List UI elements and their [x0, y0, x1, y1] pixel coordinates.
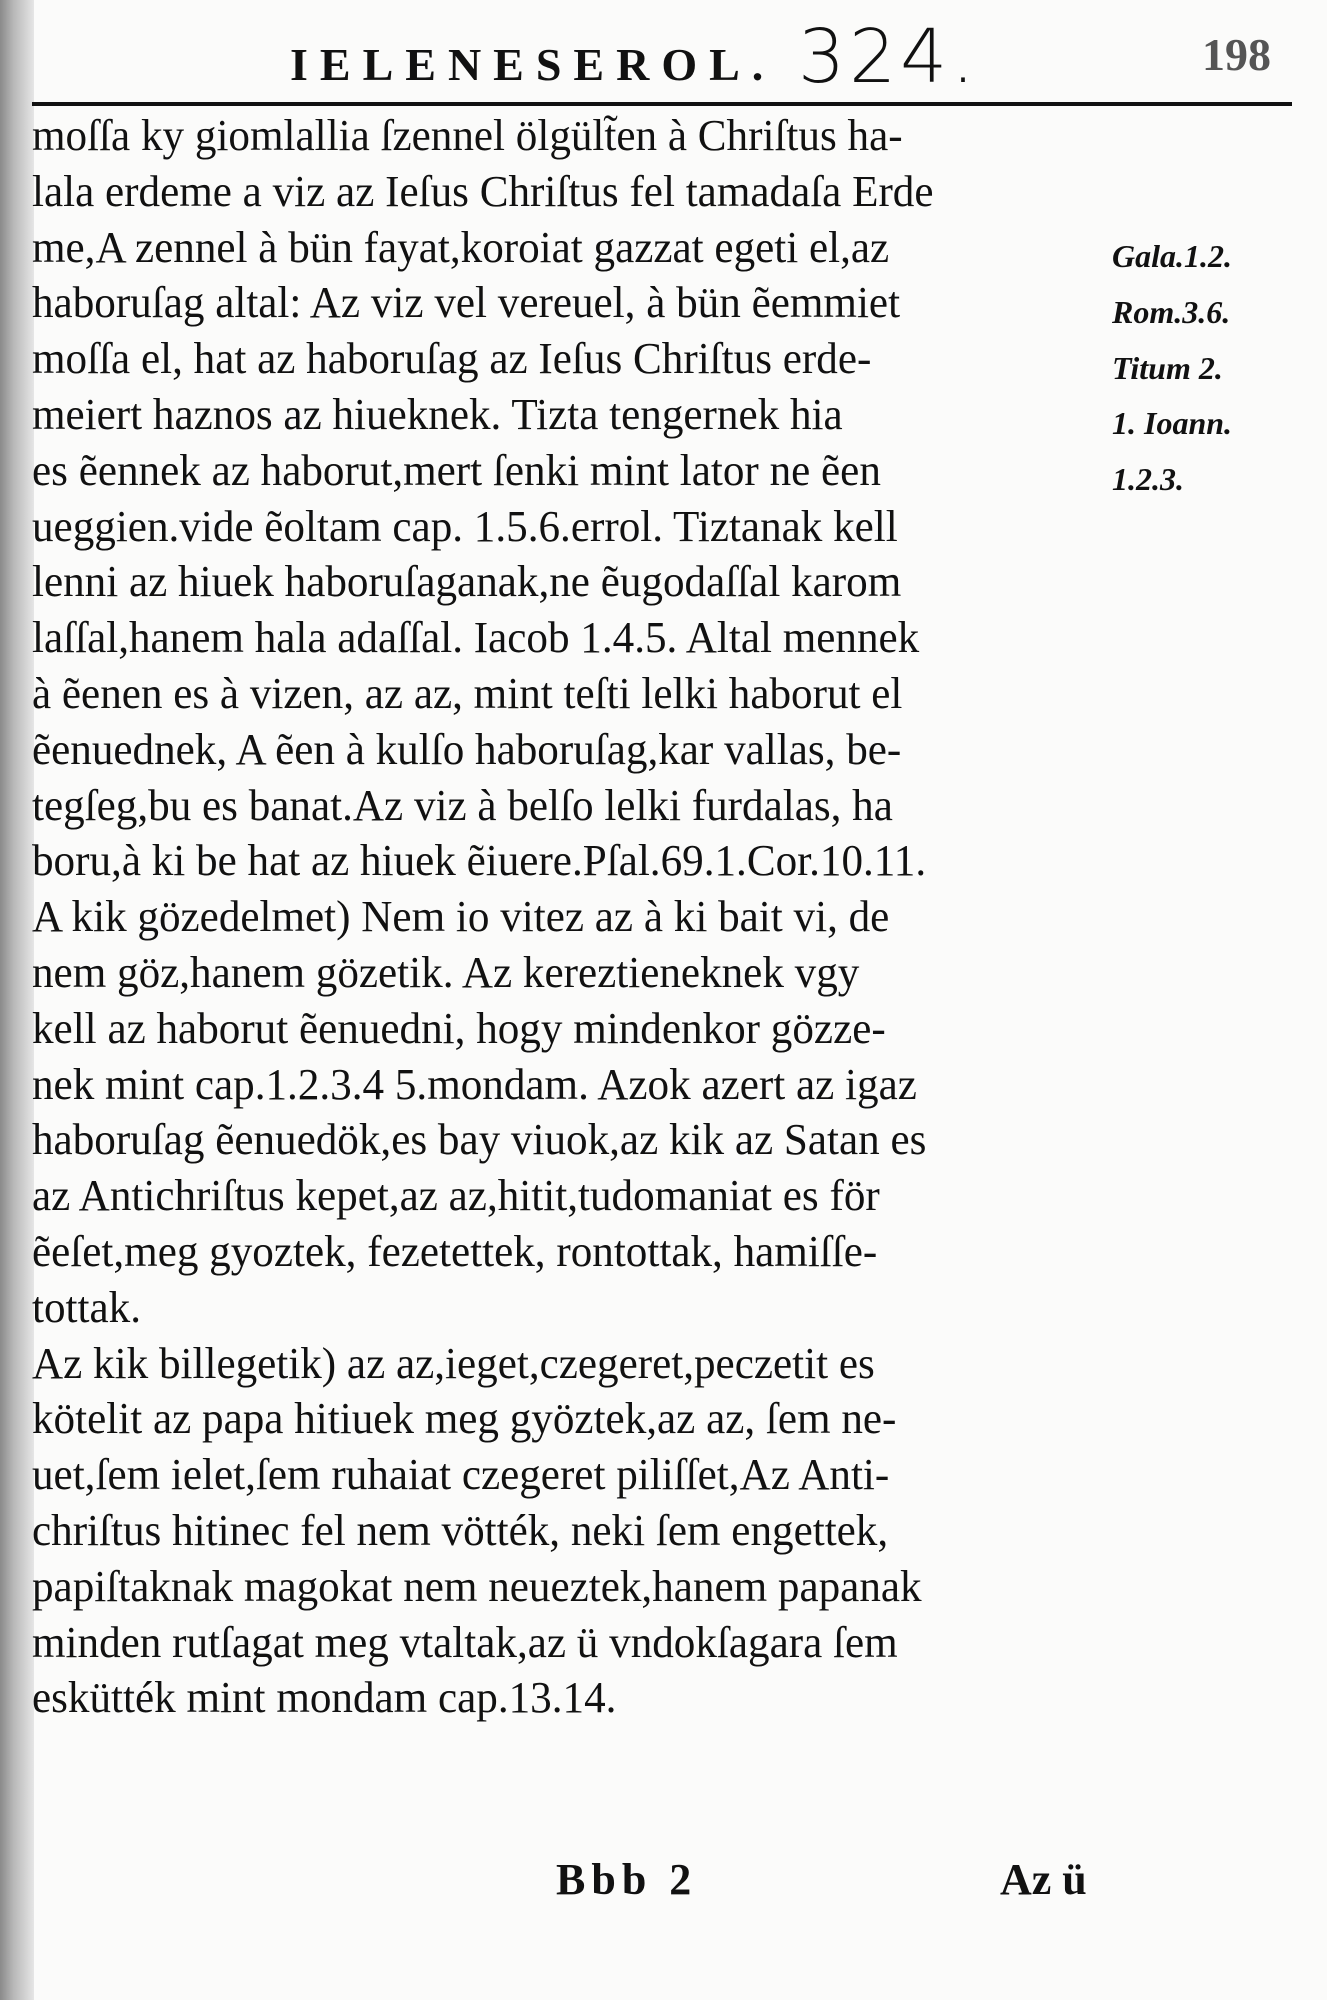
- margin-note: Rom.3.6.: [1112, 293, 1231, 330]
- handwritten-page-number: 324.: [798, 14, 979, 100]
- page-gutter-shadow: [0, 0, 34, 2000]
- text-line: boru,à ki be hat az hiuek ẽiuere.Pſal.69.1.Cor.10.11.: [32, 836, 927, 886]
- text-line: tottak.: [32, 1282, 141, 1332]
- text-line: laſſal,hanem hala adaſſal. Iacob 1.4.5. Altal mennek: [32, 613, 920, 663]
- text-line: tegſeg,bu es banat.Az viz à belſo lelki furdalas, ha: [32, 780, 893, 830]
- text-line: moſſa ky giomlallia ſzennel ölgült̃en à Chriſtus ha-: [32, 111, 903, 160]
- text-line: lala erdeme a viz az Ieſus Chriſtus fel tamadaſa Erde: [32, 166, 934, 216]
- text-line: az Antichriſtus kepet,az az,hitit,tudomaniat es för: [32, 1171, 880, 1221]
- text-line: à ẽenen es à vizen, az az, mint teſti lelki haborut el: [32, 668, 903, 718]
- text-line: nek mint cap.1.2.3.4 5.mondam. Azok azert az igaz: [32, 1059, 917, 1109]
- margin-notes: [1112, 229, 1317, 508]
- text-line: A kik gözedelmet) Nem io vitez az à ki bait vi, de: [32, 892, 890, 942]
- text-line: kötelit az papa hitiuek meg gyöztek,az az, ſem ne-: [32, 1394, 897, 1444]
- text-line: haboruſag ẽenuedök,es bay viuok,az kik az Satan es: [32, 1115, 927, 1165]
- text-line: lenni az hiuek haboruſaganak,ne ẽugodaſſal karom: [32, 557, 902, 607]
- text-line: kell az haborut ẽenuedni, hogy mindenkor gözze-: [32, 1003, 886, 1053]
- text-line: ẽeſet,meg gyoztek, fezetettek, rontottak, hamiſſe-: [32, 1226, 878, 1276]
- text-line: chriſtus hitinec fel nem vötték, neki ſem engettek,: [32, 1505, 889, 1555]
- margin-note: 1. Ioann.: [1112, 405, 1233, 442]
- signature-mark: Bbb 2: [556, 1855, 698, 1904]
- body-text: [32, 108, 1122, 1726]
- margin-note: Gala.1.2.: [1112, 238, 1232, 274]
- text-line: minden rutſagat meg vtaltak,az ü vndokſagara ſem: [32, 1617, 898, 1667]
- margin-note: 1.2.3.: [1112, 461, 1184, 498]
- text-line: papiſtaknak magokat nem neueztek,hanem papanak: [32, 1561, 922, 1611]
- text-line: me,A zennel à bün fayat,koroiat gazzat egeti el,az: [32, 222, 890, 272]
- text-line: Az kik billegetik) az az,ieget,czegeret,peczetit es: [32, 1338, 875, 1388]
- text-line: haboruſag altal: Az viz vel vereuel, à bün ẽemmiet: [32, 278, 901, 328]
- text-line: es ẽennek az haborut,mert ſenki mint lator ne ẽen: [32, 445, 881, 495]
- text-line: ẽenuednek, A ẽen à kulſo haboruſag,kar vallas, be-: [32, 724, 902, 774]
- text-line: nem göz,hanem gözetik. Az kereztieneknek vgy: [32, 947, 860, 997]
- margin-note: Titum 2.: [1112, 349, 1223, 386]
- running-head: IELENESEROL.: [290, 39, 776, 90]
- header-rule: [32, 102, 1292, 106]
- sheet-number: 198: [1202, 29, 1271, 80]
- text-line: uet,ſem ielet,ſem ruhaiat czegeret piliſſet,Az Anti-: [32, 1450, 890, 1500]
- text-line: moſſa el, hat az haboruſag az Ieſus Chriſtus erde-: [32, 334, 872, 384]
- text-line: ueggien.vide ẽoltam cap. 1.5.6.errol. Tiztanak kell: [32, 501, 898, 551]
- text-line: eskütték mint mondam cap.13.14.: [32, 1673, 617, 1723]
- catchword: Az ü: [1000, 1855, 1087, 1904]
- text-line: meiert haznos az hiueknek. Tizta tengernek hia: [32, 389, 843, 439]
